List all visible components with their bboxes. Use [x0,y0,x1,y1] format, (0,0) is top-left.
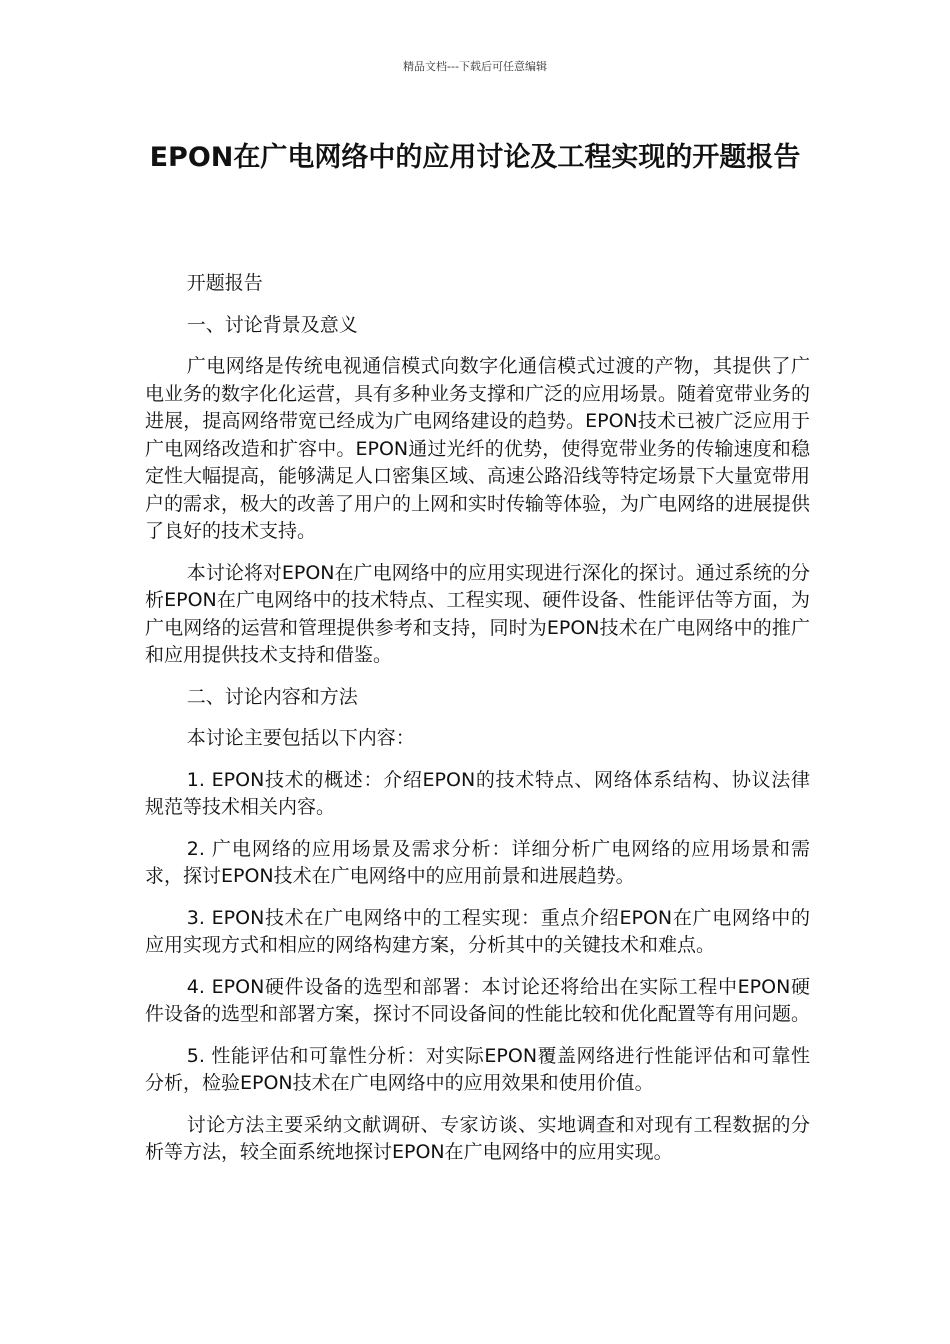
paragraph-method: 讨论方法主要采纳文献调研、专家访谈、实地调查和对现有工程数据的分析等方法，较全面系统地探讨EPON在广电网络中的应用实现。 [145,1113,810,1163]
list-item-5: 5. 性能评估和可靠性分析：对实际EPON覆盖网络进行性能评估和可靠性分析，检验EPON技术在广电网络中的应用效果和使用价值。 [145,1044,810,1094]
document-title: EPON在广电网络中的应用讨论及工程实现的开题报告 [149,142,801,173]
report-label: 开题报告 [186,272,263,294]
paragraph-purpose: 本讨论将对EPON在广电网络中的应用实现进行深化的探讨。通过系统的分析EPON在广电网络中的技术特点、工程实现、硬件设备、性能评估等方面，为广电网络的运营和管理提供参考和支持，同时为EPON技术在广电网络中的推广和应用提供技术支持和借鉴。 [145,561,810,666]
list-item-3: 3. EPON技术在广电网络中的工程实现：重点介绍EPON在广电网络中的应用实现方式和相应的网络构建方案，分析其中的关键技术和难点。 [145,906,810,956]
document-body [145,270,810,1181]
section-heading-content: 二、讨论内容和方法 [186,685,358,708]
section-heading-background: 一、讨论背景及意义 [186,313,358,336]
paragraph-background: 广电网络是传统电视通信模式向数字化通信模式过渡的产物，其提供了广电业务的数字化化运营，具有多种业务支撑和广泛的应用场景。随着宽带业务的进展，提高网络带宽已经成为广电网络建设的趋势。EPON技术已被广泛应用于广电网络改造和扩容中。EPON通过光纤的优势，使得宽带业务的传输速度和稳定性大幅提高，能够满足人口密集区域、高速公路沿线等特定场景下大量宽带用户的需求，极大的改善了用户的上网和实时传输等体验，为广电网络的进展提供了良好的技术支持。 [145,355,811,542]
list-item-4: 4. EPON硬件设备的选型和部署：本讨论还将给出在实际工程中EPON硬件设备的选型和部署方案，探讨不同设备间的性能比较和优化配置等有用问题。 [145,975,811,1025]
header-note: 精品文档---下载后可任意编辑 [403,60,547,73]
list-item-1: 1. EPON技术的概述：介绍EPON的技术特点、网络体系结构、协议法律规范等技术相关内容。 [145,768,810,818]
paragraph-intro: 本讨论主要包括以下内容： [186,727,415,749]
list-item-2: 2. 广电网络的应用场景及需求分析：详细分析广电网络的应用场景和需求，探讨EPON技术在广电网络中的应用前景和进展趋势。 [145,837,810,887]
